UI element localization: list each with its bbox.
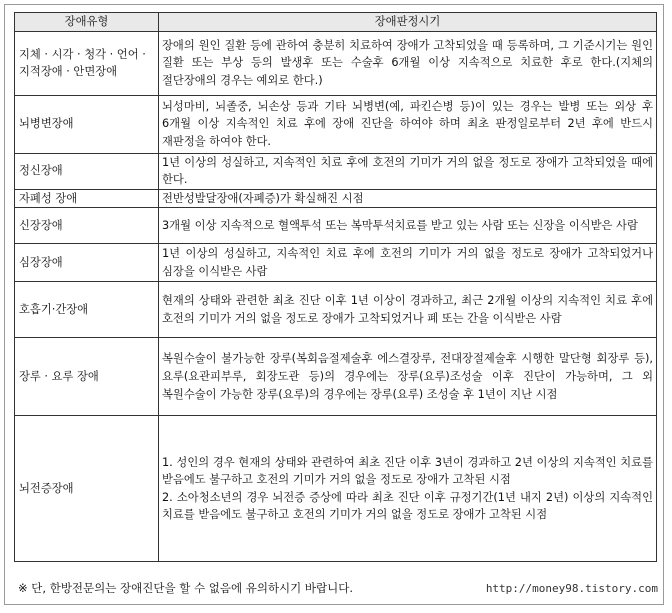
table-row xyxy=(15,208,657,244)
judgment-paragraph: 1. 성인의 경우 현재의 상태와 관련하여 최초 진단 이후 3년이 경과하고 2년 이상의 지속적인 치료를 받음에도 불구하고 호전의 기미가 거의 없을 정도로 장애가 고착된 시점 xyxy=(162,455,653,487)
judgment-paragraph: 3개월 이상 지속적으로 혈액투석 또는 복막투석치료를 받고 있는 사람 또는 신장을 이식받은 사람 xyxy=(162,219,638,233)
row-disability-type: 정신장애 xyxy=(15,153,159,189)
judgment-paragraph: 1년 이상의 성실하고, 지속적인 치료 후에 호전의 기미가 거의 없을 정도로 장애가 고착되었거나 심장을 이식받은 사람 xyxy=(162,247,653,278)
row-judgment-timing xyxy=(159,208,657,244)
table-row xyxy=(15,31,657,95)
row-judgment-timing xyxy=(159,189,657,208)
judgment-paragraph: 전반성발달장애(자폐증)가 확실해진 시점 xyxy=(162,191,364,205)
table-row xyxy=(15,282,657,338)
row-disability-type: 심장장애 xyxy=(15,244,159,282)
row-judgment-timing xyxy=(159,282,657,338)
table-row xyxy=(15,153,657,189)
row-disability-type: 뇌병변장애 xyxy=(15,95,159,153)
disability-judgment-table xyxy=(14,12,657,562)
footnote: ※ 단, 한방전문의는 장애진단을 할 수 없음에 유의하시기 바랍니다. xyxy=(18,581,354,595)
row-disability-type: 신장장애 xyxy=(15,208,159,244)
row-disability-type: 호흡기·간장애 xyxy=(15,282,159,338)
header-disability-type: 장애유형 xyxy=(15,13,159,32)
row-disability-type: 자폐성 장애 xyxy=(15,189,159,208)
row-judgment-timing xyxy=(159,153,657,189)
row-judgment-timing xyxy=(159,338,657,416)
judgment-paragraph: 복원수술이 불가능한 장루(복회음절제술후 에스결장루, 전대장절제술후 시행한 말단형 회장루 등),요루(요관피부루, 회장도관 등)의 경우에는 장루(요루)조성술 이후 진단이 가능하며, 그 외 복원수술이 가능한 장루(요루)의 경우에는 장루(요루) 조성술 후 1년이 지난 시점 xyxy=(162,352,653,401)
row-judgment-timing xyxy=(159,95,657,153)
table-body xyxy=(15,31,657,562)
judgment-paragraph: 뇌성마비, 뇌졸중, 뇌손상 등과 기타 뇌병변(예, 파킨슨병 등)이 있는 경우는 발병 또는 외상 후 6개월 이상 지속적인 치료 후에 장애 진단을 하여야 하며 최초 판정일로부터 2년 후에 반드시 재판정을 하여야 한다. xyxy=(162,99,653,148)
table-row xyxy=(15,95,657,153)
header-judgment-timing: 장애판정시기 xyxy=(159,13,657,32)
row-disability-type: 지체 · 시각 · 청각 · 언어 · 지적장애 · 안면장애 xyxy=(15,31,159,95)
judgment-paragraph: 1년 이상의 성실하고, 지속적인 치료 후에 호전의 기미가 거의 없을 정도로 장애가 고착되었을 때에 한다. xyxy=(162,155,653,187)
row-judgment-timing xyxy=(159,416,657,562)
row-disability-type: 장루 · 요루 장애 xyxy=(15,338,159,416)
judgment-paragraph: 2. 소아청소년의 경우 뇌전증 증상에 따라 최초 진단 이후 규정기간(1년 내지 2년) 이상의 지속적인 치료를 받음에도 불구하고 호전의 기미가 거의 없을 정도로 장애가 고착된 시점 xyxy=(162,490,653,522)
table-row xyxy=(15,189,657,208)
row-judgment-timing xyxy=(159,31,657,95)
row-judgment-timing xyxy=(159,244,657,282)
row-disability-type: 뇌전증장애 xyxy=(15,416,159,562)
table-header-row xyxy=(15,13,657,32)
judgment-paragraph: 현재의 상태와 관련한 최초 진단 이후 1년 이상이 경과하고, 최근 2개월 이상의 지속적인 치료 후에 호전의 기미가 거의 없을 정도로 장애가 고착되었거나 폐 또는 간을 이식받은 사람 xyxy=(162,294,653,325)
watermark-url: http://money98.tistory.com xyxy=(485,582,658,595)
judgment-paragraph: 장애의 원인 질환 등에 관하여 충분히 치료하여 장애가 고착되었을 때 등록하며, 그 기준시기는 원인 질환 또는 부상 등의 발생후 또는 수술후 6개월 이상 지속적으로 치료한 후로 한다.(지체의 절단장애의 경우는 예외로 한다.) xyxy=(162,38,653,87)
table-row xyxy=(15,338,657,416)
table-row xyxy=(15,244,657,282)
table-row xyxy=(15,416,657,562)
